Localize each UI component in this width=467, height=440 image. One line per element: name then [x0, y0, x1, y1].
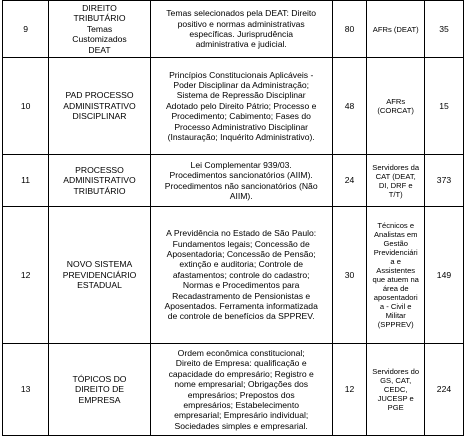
audience-line: que atuem na	[372, 275, 419, 284]
course-content-cell	[150, 1, 332, 58]
content-line: Temas selecionados pela DEAT: Direito	[166, 8, 317, 19]
content-line: Normas e Procedimentos para	[182, 280, 300, 291]
name-line: EMPRESA	[78, 394, 121, 405]
content-line: Fundamentos legais; Concessão de	[172, 238, 310, 249]
audience-line: AFRs	[386, 97, 406, 106]
audience-line: DI, DRF e	[378, 180, 413, 190]
course-content-cell	[150, 207, 332, 344]
course-hours-cell: 30	[332, 207, 367, 344]
table-row	[3, 1, 464, 58]
content-line: Princípios Constitucionais Aplicáveis -	[169, 69, 314, 80]
content-line: específicas. Jurisprudência	[189, 29, 294, 39]
content-line: Lei Complementar 939/03.	[190, 159, 292, 170]
course-number-cell: 13	[3, 344, 49, 436]
content-line: Processo Administrativo Disciplinar	[174, 121, 309, 132]
audience-line: (CORCAT)	[377, 106, 414, 115]
course-hours-cell: 48	[332, 58, 367, 155]
course-audience-cell	[367, 58, 424, 155]
audience-line: CAT (DEAT,	[375, 171, 416, 181]
content-line: afastamentos; controle do cadastro;	[172, 269, 310, 280]
name-line: Temas	[86, 23, 113, 34]
course-count-cell: 15	[424, 58, 463, 155]
course-hours-cell: 80	[332, 1, 367, 58]
audience-line: GS, CAT,	[380, 376, 412, 385]
content-line: Procedimentos sancionatórios (AIIM).	[169, 170, 313, 181]
audience-line: Servidores do	[372, 367, 420, 376]
name-line: NOVO SISTEMA	[66, 259, 133, 270]
course-count-cell: 224	[424, 344, 463, 436]
content-line: Procedimento; Cabimento; Fases do	[171, 111, 311, 122]
table-row	[3, 344, 464, 436]
content-line: Sistema de Repressão Disciplinar	[176, 90, 306, 101]
name-line: ADMINISTRATIVO	[63, 175, 136, 186]
table-row	[3, 207, 464, 344]
audience-line: Militar	[385, 311, 406, 320]
audience-line: T/T)	[388, 189, 403, 199]
course-audience-cell	[367, 1, 424, 58]
name-line: DIREITO	[82, 2, 117, 13]
content-line: positivo e normas administrativas	[177, 18, 305, 29]
name-line: PAD PROCESSO	[65, 90, 134, 101]
name-line: ADMINISTRATIVO	[63, 100, 136, 111]
audience-line: Servidores da	[372, 162, 420, 172]
name-line: ESTADUAL	[77, 280, 122, 291]
audience-line: AFRs (DEAT)	[372, 24, 419, 34]
content-line: extinção e auditoria; Controle de	[179, 259, 304, 270]
name-line: Customizados	[72, 34, 127, 45]
content-line: Aposentadoria; Concessão de Pensão;	[166, 248, 316, 259]
audience-line: Técnicos e	[377, 221, 415, 230]
content-line: Procedimentos não sancionatórios (Não	[164, 180, 318, 191]
course-content-cell	[150, 58, 332, 155]
course-audience-cell	[367, 155, 424, 207]
name-line: PROCESSO	[75, 164, 124, 175]
content-line: AIIM).	[229, 190, 253, 201]
audience-line: a - Civil e	[379, 302, 412, 311]
content-line: empresários; Prepostos dos	[187, 389, 295, 400]
course-name-cell	[49, 58, 151, 155]
table-row	[3, 155, 464, 207]
course-name-cell	[49, 344, 151, 436]
content-line: Sociedades simples e empresarial.	[174, 420, 308, 431]
courses-table-body	[3, 1, 464, 436]
name-line: PREVIDENCIÁRIO	[62, 269, 137, 280]
content-line: empresários; Estabelecimento	[183, 399, 299, 410]
audience-line: Assistentes	[376, 266, 416, 275]
name-line: TRIBUTÁRIO	[73, 185, 126, 196]
course-number-cell: 10	[3, 58, 49, 155]
audience-line: a e	[390, 257, 401, 266]
name-line: DIREITO DE	[74, 384, 125, 395]
audience-line: PGE	[387, 403, 404, 412]
audience-line: Analistas em	[373, 230, 418, 239]
content-line: nome empresarial; Obrigações dos	[174, 379, 309, 390]
course-name-cell	[49, 1, 151, 58]
content-line: administrativa e judicial.	[195, 39, 287, 50]
content-line: A Previdência no Estado de São Paulo:	[166, 228, 317, 239]
content-line: (Instauração; Inquérito Administrativo).	[167, 132, 315, 143]
content-line: Recadastramento de Pensionistas e	[172, 290, 311, 301]
audience-line: Gestão	[383, 239, 408, 248]
content-line: Ordem econômica constitucional;	[177, 347, 305, 358]
course-count-cell: 35	[424, 1, 463, 58]
course-name-cell	[49, 155, 151, 207]
course-hours-cell: 12	[332, 344, 367, 436]
course-count-cell: 373	[424, 155, 463, 207]
course-name-cell	[49, 207, 151, 344]
audience-line: (SPPREV)	[377, 320, 414, 329]
name-line: TRIBUTÁRIO	[73, 13, 126, 24]
audience-line: aposentadori	[373, 293, 418, 302]
table-row	[3, 58, 464, 155]
course-count-cell: 149	[424, 207, 463, 344]
course-audience-cell	[367, 207, 424, 344]
content-line: Poder Disciplinar da Administração;	[173, 79, 310, 90]
audience-line: Previdenciári	[373, 248, 418, 257]
content-line: empresarial; Empresário individual;	[174, 410, 309, 421]
course-content-cell	[150, 155, 332, 207]
audience-line: JUCESP e	[377, 394, 414, 403]
course-hours-cell: 24	[332, 155, 367, 207]
course-number-cell: 9	[3, 1, 49, 58]
audience-line: área de	[382, 284, 409, 293]
audience-line: CEDC,	[383, 385, 408, 394]
course-number-cell: 11	[3, 155, 49, 207]
name-line: DEAT	[88, 44, 111, 55]
course-number-cell: 12	[3, 207, 49, 344]
content-line: de controle de benefícios da SPPREV.	[167, 311, 315, 322]
content-line: Aposentados. Ferramenta informatizada	[164, 301, 318, 312]
course-audience-cell	[367, 344, 424, 436]
content-line: Direito de Empresa: qualificação e	[175, 358, 307, 369]
courses-table	[2, 0, 464, 436]
name-line: DISCIPLINAR	[72, 111, 127, 122]
name-line: TÓPICOS DO	[72, 373, 127, 384]
content-line: Adotado pelo Direito Pátrio; Processo e	[165, 100, 317, 111]
content-line: capacidade do empresário; Registro e	[168, 368, 314, 379]
course-content-cell	[150, 344, 332, 436]
